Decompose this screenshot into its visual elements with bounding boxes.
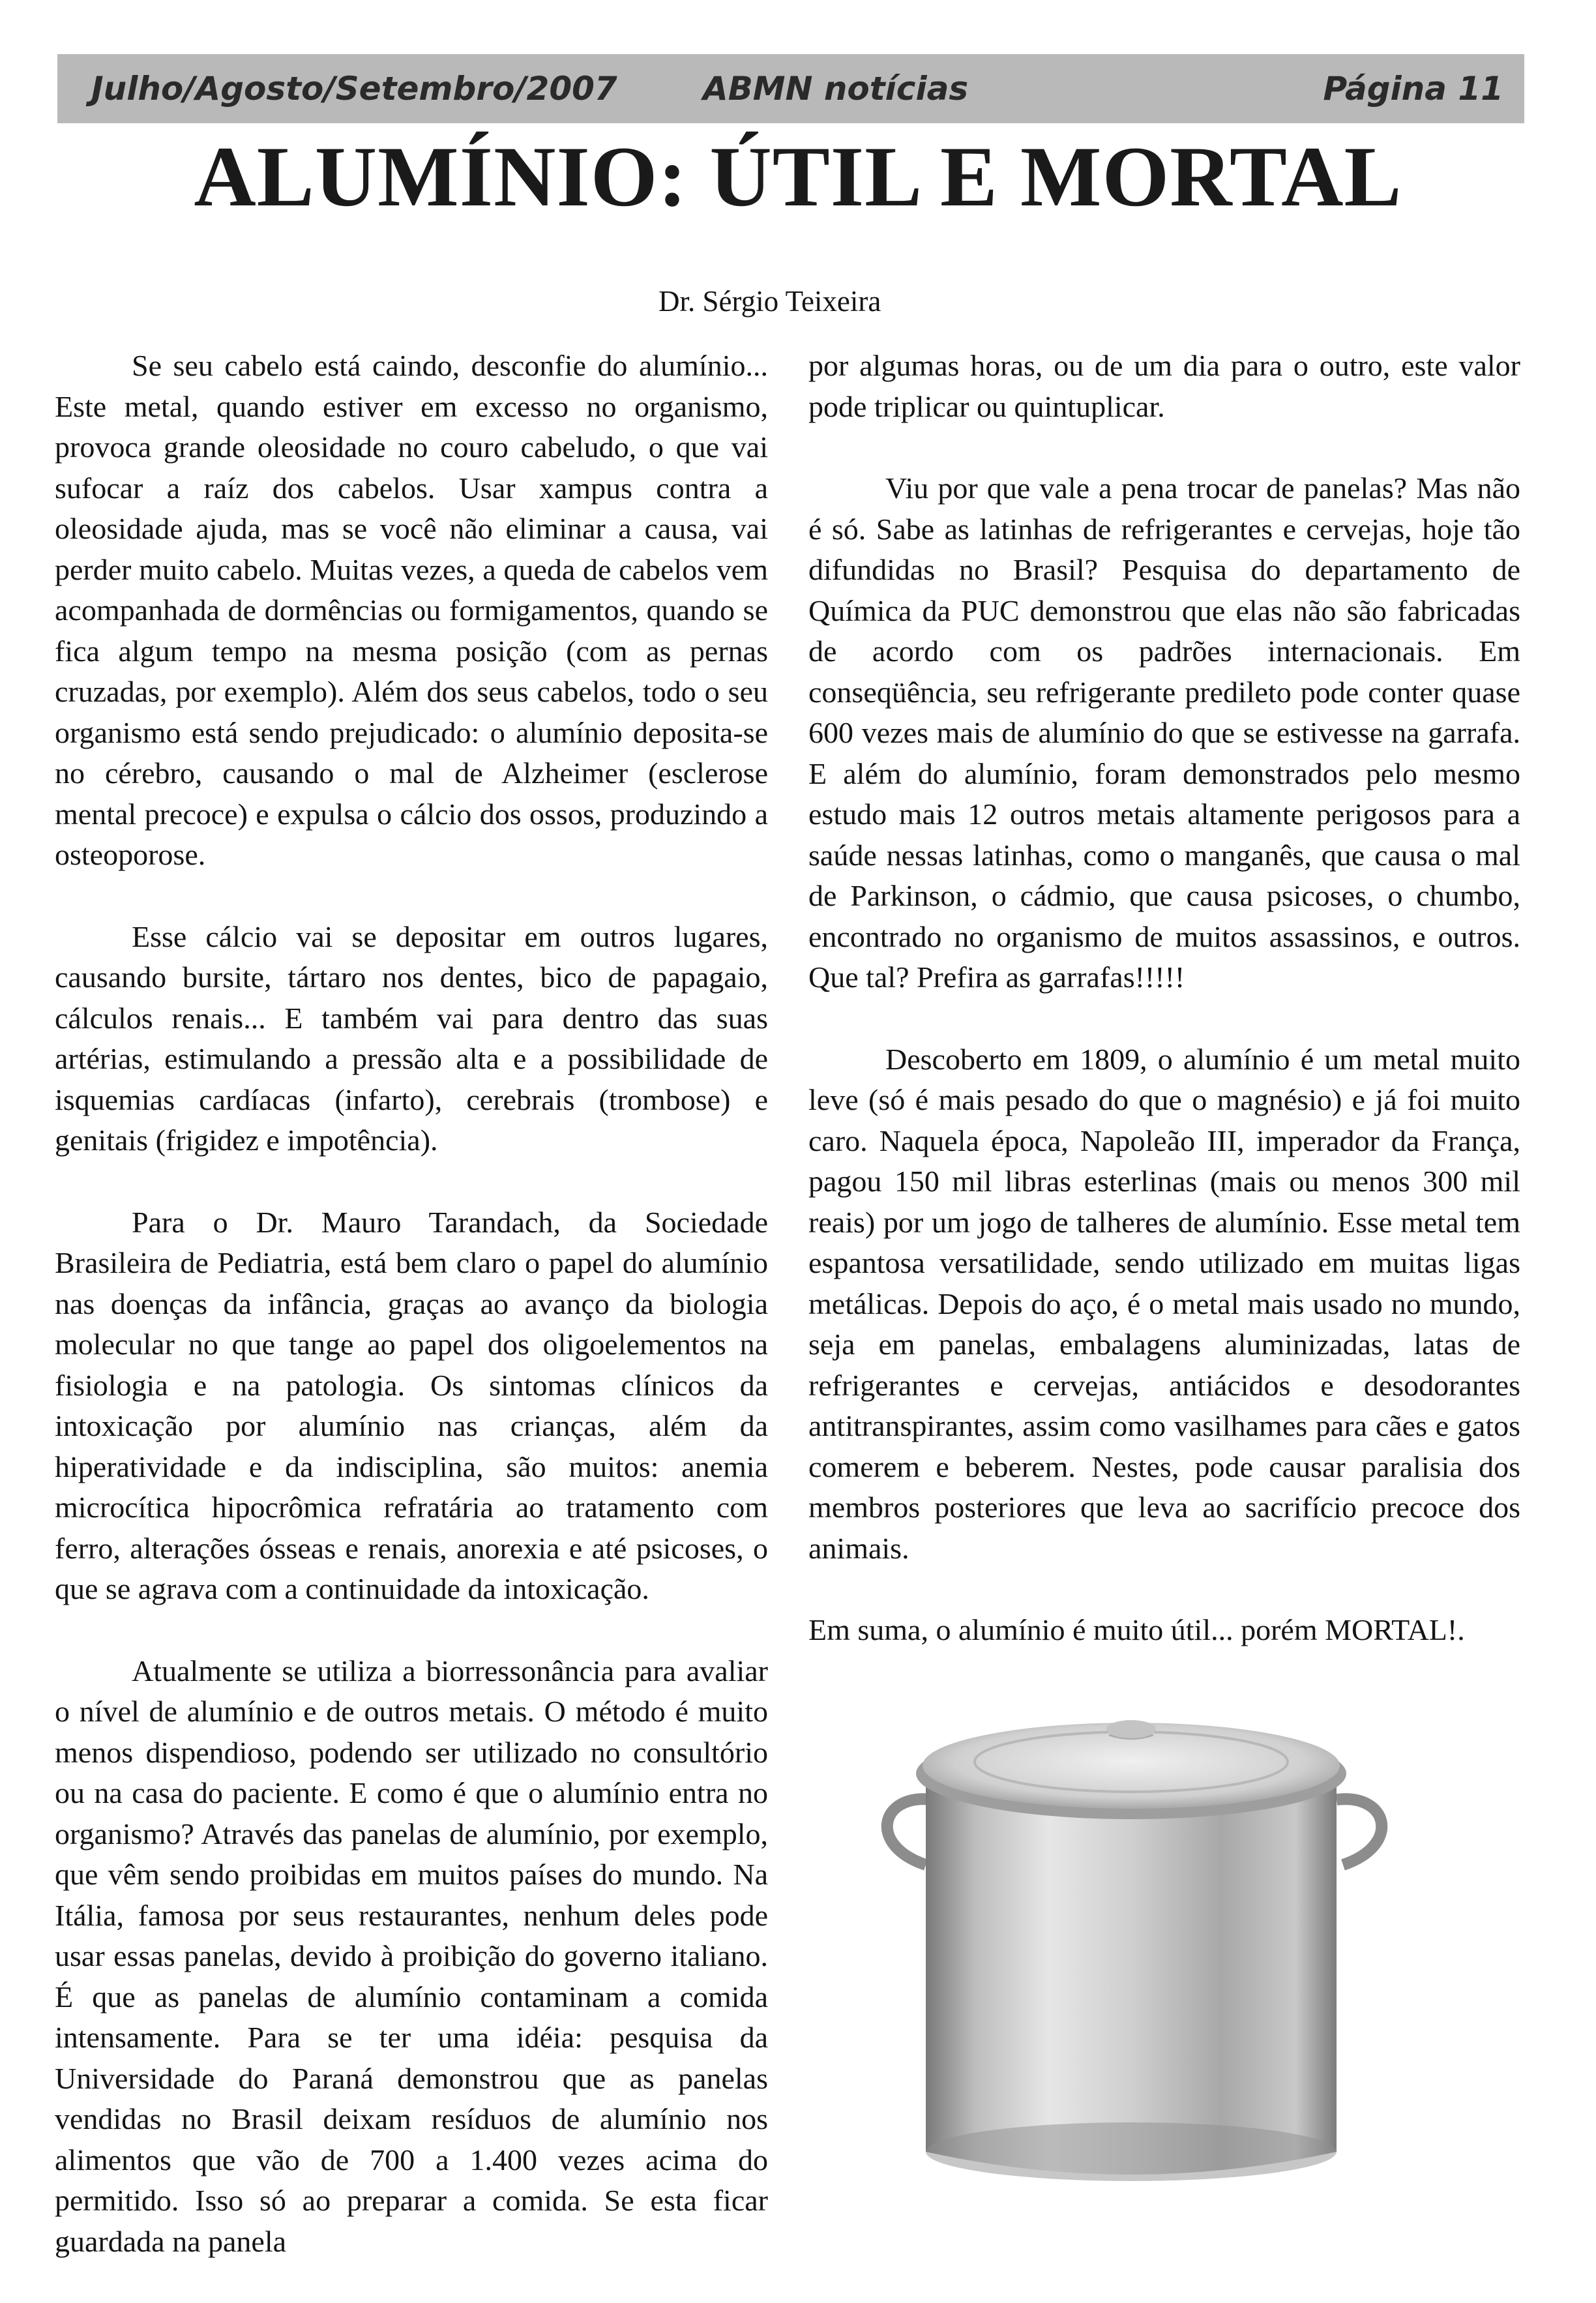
paragraph: Descoberto em 1809, o alumínio é um metal muito leve (só é mais pesado do que o magnésio) e já foi muito caro. Naquela época, Napoleão III, imperador da França, pagou 150 mil libras esterlinas (mais ou menos 300 mil reais) por um jogo de talheres de alumínio. Esse metal tem espantosa versatilidade, sendo utilizado em muitas ligas metálicas. Depois do aço, é o metal mais usado no mundo, seja em panelas, embalagens aluminizadas, latas de refrigerantes e cervejas, antiácidos e desodorantes antitranspirantes, assim como vasilhames para cães e gatos comerem e beberem. Nestes, pode causar paralisia dos membros posteriores que leva ao sacrifício precoce dos animais. [808, 1042, 1520, 1565]
publication-name: ABMN notícias [703, 70, 969, 108]
article-title: ALUMÍNIO: ÚTIL E MORTAL [194, 128, 1402, 224]
article-author: Dr. Sérgio Teixeira [658, 285, 881, 318]
aluminum-pot-icon [841, 1676, 1421, 2197]
left-column [55, 346, 768, 2303]
paragraph: Viu por que vale a pena trocar de panelas? Mas não é só. Sabe as latinhas de refrigerantes e cervejas, hoje tão difundidas no Brasil? Pesquisa do departamento de Química da PUC demonstrou que elas não são fabricadas de acordo com os padrões internacionais. Em conseqüência, seu refrigerante predileto pode conter quase 600 vezes mais de alumínio do que se estivesse na garrafa. E além do alumínio, foram demonstrados pelo mesmo estudo mais 12 outros metais altamente perigosos para a saúde nessas latinhas, como o manganês, que causa o mal de Parkinson, o cádmio, que causa psicoses, o chumbo, encontrado no organismo de muitos assassinos, e outros. Que tal? Prefira as garrafas!!!!! [808, 471, 1520, 994]
paragraph: Para o Dr. Mauro Tarandach, da Sociedade Brasileira de Pediatria, está bem claro o papel do alumínio nas doenças da infância, graças ao avanço da biologia molecular no que tange ao papel dos oligoelementos na fisiologia e na patologia. Os sintomas clínicos da intoxicação por alumínio nas crianças, além da hiperatividade e da indisciplina, são muitos: anemia microcítica hipocrômica refratária ao tratamento com ferro, alterações ósseas e renais, anorexia e até psicoses, o que se agrava com a continuidade da intoxicação. [55, 1205, 768, 1605]
paragraph: Se seu cabelo está caindo, desconfie do alumínio... Este metal, quando estiver em excesso no organismo, provoca grande oleosidade no couro cabeludo, o que vai sufocar a raíz dos cabelos. Usar xampus contra a oleosidade ajuda, mas se você não eliminar a causa, vai perder muito cabelo. Muitas vezes, a queda de cabelos vem acompanhada de dormências ou formigamentos, quando se fica algum tempo na mesma posição (com as pernas cruzadas, por exemplo). Além dos seus cabelos, todo o seu organismo está sendo prejudicado: o alumínio deposita-se no cérebro, causando o mal de Alzheimer (esclerose mental precoce) e expulsa o cálcio dos ossos, produzindo a osteoporose. [55, 349, 768, 871]
issue-date: Julho/Agosto/Setembro/2007 [91, 70, 617, 108]
page-header [57, 54, 1524, 123]
page-number: Página 11 [1323, 70, 1503, 108]
paragraph: Esse cálcio vai se depositar em outros lugares, causando bursite, tártaro nos dentes, bico de papagaio, cálculos renais... E também vai para dentro das suas artérias, estimulando a pressão alta e a possibilidade de isquemias cardíacas (infarto), cerebrais (trombose) e genitais (frigidez e impotência). [55, 919, 768, 1157]
paragraph: por algumas horas, ou de um dia para o outro, este valor pode triplicar ou quintuplicar. [808, 349, 1520, 423]
paragraph: Em suma, o alumínio é muito útil... porém MORTAL!. [808, 1613, 1465, 1646]
right-column [808, 346, 1520, 1692]
paragraph: Atualmente se utiliza a biorressonância para avaliar o nível de alumínio e de outros metais. O método é muito menos dispendioso, podendo ser utilizado no consultório ou na casa do paciente. E como é que o alumínio entra no organismo? Através das panelas de alumínio, por exemplo, que vêm sendo proibidas em muitos países do mundo. Na Itália, famosa por seus restaurantes, nenhum deles pode usar essas panelas, devido à proibição do governo italiano. É que as panelas de alumínio contaminam a comida intensamente. Para se ter uma idéia: pesquisa da Universidade do Paraná demonstrou que as panelas vendidas no Brasil deixam resíduos de alumínio nos alimentos que vão de 700 a 1.400 vezes acima do permitido. Isso só ao preparar a comida. Se esta ficar guardada na panela [55, 1654, 768, 2258]
